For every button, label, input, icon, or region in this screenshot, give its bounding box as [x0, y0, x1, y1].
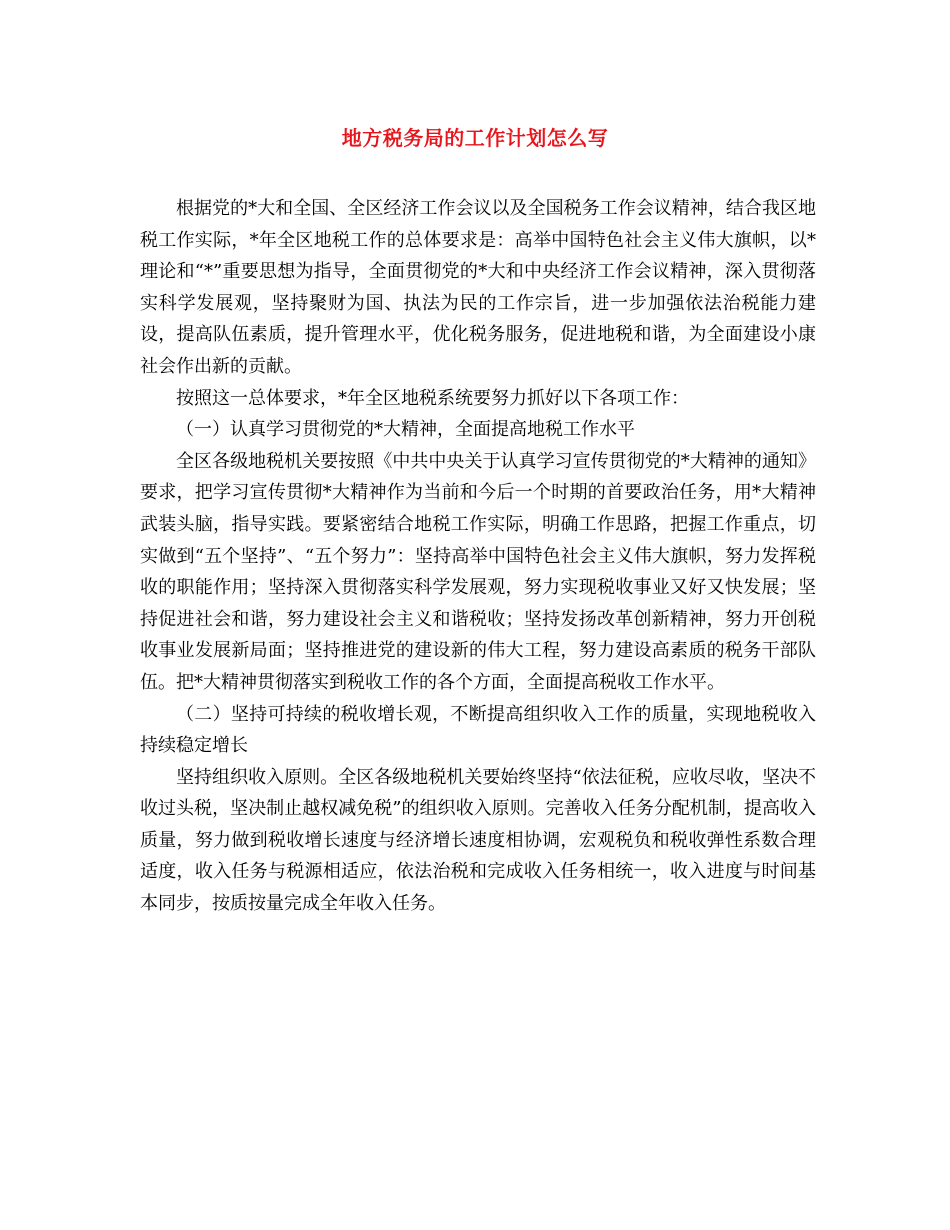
paragraph-work-intro: 按照这一总体要求，*年全区地税系统要努力抓好以下各项工作：: [176, 387, 689, 409]
paragraph-section-2-body: 坚持组织收入原则。全区各级地税机关要始终坚持“依法征税，应收尽收，坚决不收过头税，坚决制止越权减免税”的组织收入原则。完善收入任务分配机制，提高收入质量，努力做到税收增长速度与经济增长速度相协调，宏观税负和税收弹性系数合理适度，收入任务与税源相适应，依法治税和完成收入任务相统一，收入进度与时间基本同步，按质按量完成全年收入任务。: [140, 766, 816, 915]
document-body: [140, 193, 816, 920]
paragraph-section-1-body: 全区各级地税机关要按照《中共中央关于认真学习宣传贯彻党的*大精神的通知》要求，把学习宣传贯彻*大精神作为当前和今后一个时期的首要政治任务，用*大精神武装头脑，指导实践。要紧密结合地税工作实际，明确工作思路，把握工作重点，切实做到“五个坚持”、“五个努力”：坚持高举中国特色社会主义伟大旗帜，努力发挥税收的职能作用；坚持深入贯彻落实科学发展观，努力实现税收事业又好又快发展；坚持促进社会和谐，努力建设社会主义和谐税收；坚持发扬改革创新精神，努力开创税收事业发展新局面；坚持推进党的建设新的伟大工程，努力建设高素质的税务干部队伍。把*大精神贯彻落实到税收工作的各个方面，全面提高税收工作水平。: [140, 450, 816, 693]
document-title: 地方税务局的工作计划怎么写: [341, 126, 609, 150]
section-heading-2: （二）坚持可持续的税收增长观，不断提高组织收入工作的质量，实现地税收入持续稳定增长: [140, 703, 816, 757]
paragraph-general-requirements: 根据党的*大和全国、全区经济工作会议以及全国税务工作会议精神，结合我区地税工作实际，*年全区地税工作的总体要求是：高举中国特色社会主义伟大旗帜，以*理论和“*”重要思想为指导，全面贯彻党的*大和中央经济工作会议精神，深入贯彻落实科学发展观，坚持聚财为国、执法为民的工作宗旨，进一步加强依法治税能力建设，提高队伍素质，提升管理水平，优化税务服务，促进地税和谐，为全面建设小康社会作出新的贡献。: [140, 198, 816, 377]
section-heading-1: （一）认真学习贯彻党的*大精神，全面提高地税工作水平: [176, 419, 635, 441]
